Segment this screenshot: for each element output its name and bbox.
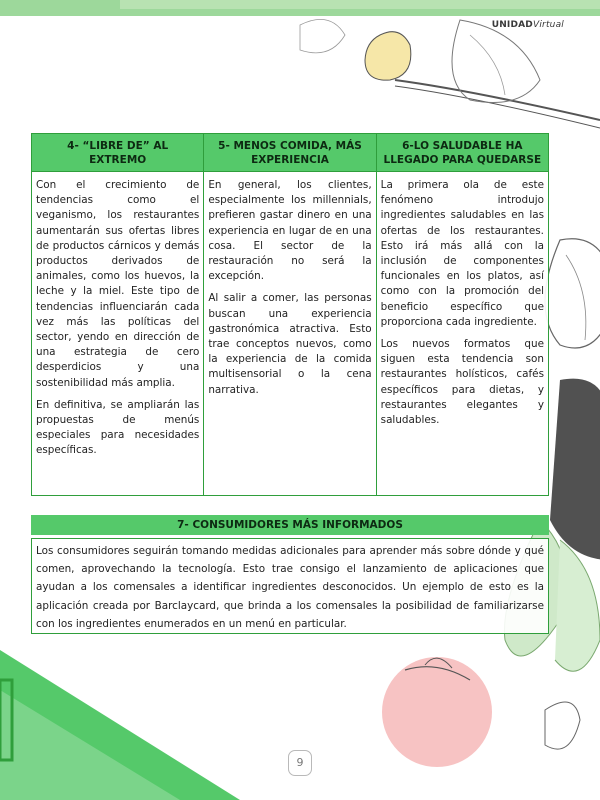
trend-title: 4- “LIBRE DE” AL EXTREMO: [32, 134, 203, 172]
trend-column-5: [204, 134, 376, 495]
trend-title: 5- MENOS COMIDA, MÁS EXPERIENCIA: [204, 134, 375, 172]
trend-body: [32, 172, 203, 470]
trend-paragraph: Con el crecimiento de tendencias como el veganismo, los restaurantes aumentarán sus ofertas libres de productos cárnicos y demás productos derivados de animales, como los huevos, la leche y la miel. Este tipo de tendencias influenciarán cada vez más las políticas del sector, yendo en dirección de una estrategia de cero desperdicios y una sostenibilidad más amplia.: [36, 179, 200, 389]
brand-logo: UNIDADVirtual: [491, 20, 564, 30]
trend-paragraph: Los nuevos formatos que siguen esta tendencia son restaurantes holísticos, cafés específicos para dietas, y restaurantes elegantes y saludables.: [380, 338, 544, 427]
onion-illustration: [545, 239, 600, 348]
section-7-text: Los consumidores seguirán tomando medidas adicionales para aprender más sobre dónde y qué comen, aprovechando la tecnología. Esto trae consigo el lanzamiento de aplicaciones que ayudan a los comensales a identificar ingredientes desconocidos. Un ejemplo de esto es la aplicación creada por Barclaycard, que brinda a los comensales la posibilidad de familiarizarse con los ingredientes enumerados en un menú en particular.: [36, 545, 544, 630]
spoon-illustration: [365, 32, 600, 128]
trend-paragraph: La primera ola de este fenómeno introdujo ingredientes saludables en las ofertas de los restaurantes. Esto irá más allá con la inclusión de componentes funcionales en los platos, así como con la promoción del beneficio específico que proporciona cada ingrediente.: [380, 179, 544, 328]
trend-paragraph: Al salir a comer, las personas buscan una experiencia gastronómica atractiva. Esto trae conceptos nuevos, como la experiencia de la comida multisensorial o la cena narrativa.: [208, 292, 372, 396]
trend-paragraph: En general, los clientes, especialmente los millennials, prefieren gastar dinero en una experiencia en lugar de en una cosa. El sector de la restauración no será la excepción.: [208, 179, 372, 283]
section-7-title: 7- CONSUMIDORES MÁS INFORMADOS: [31, 515, 549, 535]
page-number: 9: [288, 750, 312, 776]
trend-column-6: [377, 134, 548, 495]
pepper-illustration: [545, 702, 580, 749]
trend-body: [204, 172, 375, 409]
trend-title: 6-LO SALUDABLE HA LLEGADO PARA QUEDARSE: [377, 134, 548, 172]
trends-table: [31, 133, 549, 496]
trend-column-4: [32, 134, 204, 495]
section-7-body: [31, 538, 549, 634]
trend-body: [377, 172, 548, 439]
tomato-illustration: [382, 657, 492, 767]
trend-paragraph: En definitiva, se ampliarán las propuestas de menús especiales para necesidades específicas.: [36, 398, 200, 457]
